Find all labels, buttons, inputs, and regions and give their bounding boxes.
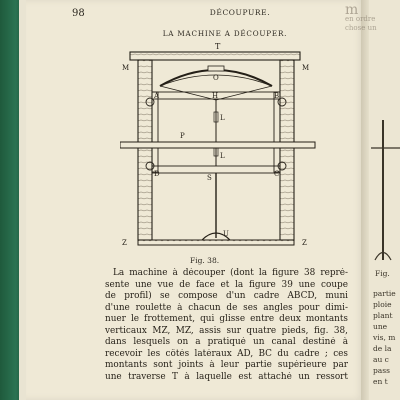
left-upright — [138, 60, 152, 240]
right-page-fragment: en t — [373, 377, 388, 386]
cover-inner-paper — [19, 0, 26, 400]
machine-drawing — [120, 40, 320, 255]
right-page-figure-fragment — [369, 120, 400, 265]
label-m-right: M — [302, 64, 310, 72]
top-traverse — [130, 52, 300, 60]
right-page-fragment: partie — [373, 289, 396, 298]
body-line: La machine à découper (dont la figure 38 repré- — [113, 268, 348, 278]
label-d: D — [154, 170, 160, 178]
label-l-lower: L — [220, 152, 225, 160]
label-z-right: Z — [302, 239, 307, 247]
label-c: C — [274, 170, 280, 178]
label-u: U — [223, 230, 229, 238]
right-page-fragment: de la — [373, 344, 392, 353]
right-page-fragment: Fig. — [375, 269, 390, 278]
watermark-line: chose un — [345, 24, 377, 32]
body-line: recevoir les côtés latéraux AD, BC du cadre ; ces — [105, 348, 348, 359]
figure-caption: Fig. 38. — [190, 256, 220, 265]
right-page-fragment: au c — [373, 355, 389, 364]
section-title: LA MACHINE A DÉCOUPER. — [162, 29, 288, 38]
label-b: B — [274, 92, 280, 100]
body-line: verticaux MZ, MZ, assis sur quatre pieds, fig. 38, — [105, 325, 348, 336]
body-line: montants sont joints à leur partie supérieure par — [105, 360, 348, 371]
figure-38-illustration — [120, 40, 320, 255]
label-p: P — [180, 132, 185, 140]
frame-side-bc — [274, 92, 280, 172]
body-line: d'une roulette à chacun de ses angles pour dimi- — [105, 302, 348, 313]
label-z-left: Z — [122, 239, 127, 247]
body-paragraph — [105, 268, 348, 383]
label-t: T — [215, 42, 221, 51]
running-header: DÉCOUPURE. — [209, 8, 271, 17]
label-a: A — [154, 92, 160, 100]
page-number: 98 — [72, 8, 85, 19]
right-page-fragment: pass — [373, 366, 390, 375]
right-upright — [280, 60, 294, 240]
label-s: S — [207, 174, 212, 182]
right-page-fragment: plant — [373, 311, 393, 320]
right-page-fragment: une — [373, 322, 388, 331]
body-line: une traverse T à laquelle est attaché un ressort — [105, 371, 348, 382]
label-h: H — [212, 92, 219, 100]
frame-bottom-dc — [152, 166, 280, 173]
body-line: nuer le frottement, qui glisse entre deux montants — [105, 314, 348, 325]
watermark-line: en ordre — [345, 15, 376, 23]
label-l-upper: L — [220, 114, 225, 122]
watermark — [345, 2, 400, 46]
body-line: de profil) se compose d'un cadre ABCD, muni — [105, 291, 348, 302]
frame-side-ad — [152, 92, 158, 172]
body-line: sente une vue de face et la figure 39 une coupe — [105, 279, 348, 290]
label-m-left: M — [122, 64, 130, 72]
right-page-fragment: ploie — [373, 300, 392, 309]
body-line: dans lesquels on a pratiqué un canal destiné à — [105, 337, 348, 348]
watermark-line: m — [345, 2, 358, 18]
right-page-fragment: vis, m — [373, 333, 396, 342]
page-gutter — [361, 0, 369, 400]
base-board — [138, 240, 294, 245]
right-page — [369, 0, 400, 400]
work-table — [120, 142, 315, 148]
label-o: O — [213, 74, 219, 82]
